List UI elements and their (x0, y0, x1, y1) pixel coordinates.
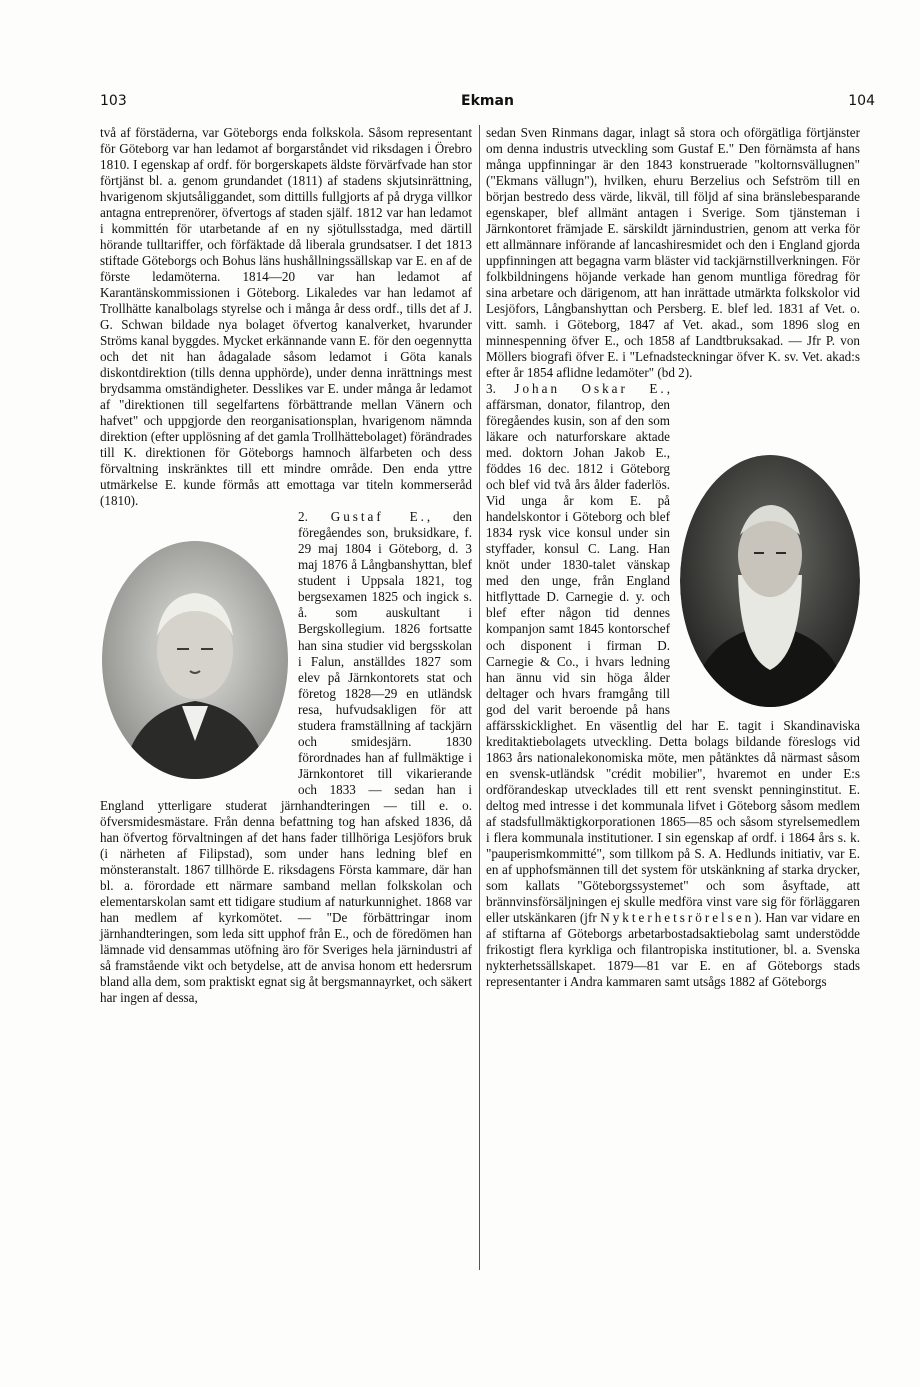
page-number-left: 103 (100, 93, 127, 109)
paragraph-1-continued: två af förstäderna, var Göteborgs enda folkskola. Såsom representant för Göteborg var han ledamot af borgarståndet vid riksdagen i Örebro 1810. I egenskap af ordf. för borgerskapets äldste förvärfvade han stor förtjänst bl. a. genom grundandet (1811) af stadens skjutsinrättning, hvarigenom skjutsåliggandet, som dittills fullgjorts af på dryga villkor antagna entreprenörer, öfvertogs af staden själf. 1812 var han ledamot i kommittén för utarbetande af en ny sjötullsstadga, med därtill hörande tulltariffer, och förfäktade då liberala grundsatser. I det 1813 stiftade Göteborgs och Bohus läns hushållningssällskap var E. en af de förste ledamöterna. 1814—20 var han ledamot af Karantänskommissionen i Göteborg. Likaledes var han ledamot af Trollhätte kanalbolags styrelse och i många år dess ordf., tills det af J. G. Schwan bildade nya bolaget öfvertog kanalverket, hvarunder Ströms kanal byggdes. Mycket erkännande vann E. för den oegennytta och det nit han ådagalade såsom ledamot i Göta kanals diskontdirektion (tills denna upphörde), under denna inrättnings mest brydsamma omständigheter. Desslikes var E. under många år ledamot af "direktionen till segelfartens förbättrande mellan Vänern och hafvet" och uppgjorde den reorganisationsplan, hvarigenom nämnda direktion (efter upplösning af det gamla Trollhättebolaget) förändrades till K. direktionen för Göteborgs hamnoch älfarbeten och dess förvaltning inskränktes till ett mindre område. Den enda yttre utmärkelse E. kunde förmås att emottaga var titeln kommerseråd (1810). (100, 125, 472, 509)
person-name-gustaf: Gustaf E. (330, 509, 427, 525)
right-column: sedan Sven Rinmans dagar, inlagt så stora och oförgätliga förtjänster om denna industris utveckling som Gustaf E." Den förnämsta af hans många uppfinningar är den 1843 konstruerade "koltornsvällugnen" ("Ekmans vällugn"), hvilken, ehuru Berzelius och Sefström till en början bestredo dess värde, likväl, till följd af sina bränslebesparande egenskaper, blef allmänt antagen i Sverige. Som tjänsteman i Järnkontoret främjade E. särskildt järnindustrien, genom att verka för ett allmännare införande af lancashiresmidet och den i England gjorda uppfinningen att begagna varm bläster vid tackjärnstillverkningen. För folkbildningens höjande verkade han genom muntliga föredrag för sina arbetare och därigenom, att han inrättade utmärkta folkskolor vid Lesjöfors, Långbanshyttan och Persberg. E. blef led. 1831 af Vet. o. vitt. samh. i Göteborg, 1847 af Vet. akad., som 1896 slog en minnespenning öfver E., och 1858 af Landtbruksakad. — Jfr P. von Möllers biografi öfver E. i "Lefnadsteckningar öfver K. sv. Vet. akad:s efter år 1854 aflidne ledamöter" (bd 2). 3. Johan Oskar E., affärsman, donator, filantrop, den föregåendes kusin, son af den som läkare och naturforskare aktade med. doktorn Johan Jakob E., föddes 16 dec. 1812 i Göteborg och blef vid två års ålder faderlös. Vid unga år kom E. på handelskontor i Göteborg och blef 1834 rysk vice konsul under sin styffader, konsul C. Lang. Han knöt under 1830-talet vänskap med den unge, från England hitflyttade D. Carnegie d. y. och blef efter någon tid dennes kompanjon samt 1845 kontorschef och disponent i firman D. Carnegie & Co., i hvars ledning han ännu vid sin höga ålder deltager och hvars framgång till god del varit beroende på hans affärsskicklighet. En väsentlig del har E. tagit i Skandinaviska kreditaktiebolagets utveckling. Detta bolags bildande föreslogs vid 1863 års nationalekonomiska möte, men påtänktes då närmast såsom en svensk-utländsk "crédit mobilier", hvaremot en under E:s ordförandeskap utvecklades till ett rent svenskt penninginstitut. E. deltog med intresse i det kommunala lifvet i Göteborg såsom medlem af stadsfullmäktigkorporationen 1865—85 och såsom styrelsemedlem i flera kommunala institutioner. I sin egenskap af ordf. i 1864 års s. k. "pauperismkommitté", som tillkom på S. A. Hedlunds initiativ, var E. en af upphofsmännen till det system för utskänkning af starka drycker, som kallats "Göteborgssystemet" och som åsyftade, att brännvinsförsäljningen ej skulle medföra vinst vare sig för förläggaren eller utskänkaren (jfr Nykterhetsrörelsen). Han var vidare en af stiftarna af Göteborgs arbetarbostadsaktiebolag samt understödde frikostigt flera kyrkliga och filantropiska institutioner, bl. a. Svenska nykterhetssällskapet. 1879—81 var E. en af Göteborgs stads representanter i Andra kammaren samt utsågs 1882 af Göteborgs (486, 125, 860, 989)
page-title: Ekman (461, 93, 514, 109)
left-column: två af förstäderna, var Göteborgs enda folkskola. Såsom representant för Göteborg var han ledamot af borgarståndet vid riksdagen i Örebro 1810. I egenskap af ordf. för borgerskapets äldste förvärfvade han stor förtjänst bl. a. genom grundandet (1811) af stadens skjutsinrättning, hvarigenom skjutsåliggandet, som dittills fullgjorts af på dryga villkor antagna entreprenörer, öfvertogs af staden själf. 1812 var han ledamot i kommittén för utarbetande af en ny sjötullsstadga, med därtill hörande tulltariffer, och förfäktade då liberala grundsatser. I det 1813 stiftade Göteborgs och Bohus läns hushållningssällskap var E. en af de förste ledamöterna. 1814—20 var han ledamot af Karantänskommissionen i Göteborg. Likaledes var han ledamot af Trollhätte kanalbolags styrelse och i många år dess ordf., tills det af J. G. Schwan bildade nya bolaget öfvertog kanalverket, hvarunder Ströms kanal byggdes. Mycket erkännande vann E. för den oegennytta och det nit han ådagalade såsom ledamot i Göta kanals diskontdirektion (tills denna upphörde), under denna inrättnings mest brydsamma omständigheter. Desslikes var E. under många år ledamot af "direktionen till segelfartens förbättrande mellan Vänern och hafvet" och uppgjorde den reorganisationsplan, hvarigenom nämnda direktion (efter upplösning af det gamla Trollhättebolaget) förändrades till K. direktionen för Göteborgs hamnoch älfarbeten och dess förvaltning inskränktes till ett mindre område. Den enda yttre utmärkelse E. kunde förmås att emottaga var titeln kommerseråd (1810). 2. Gustaf E., den föregåendes son, bruksidkare, f. 29 maj 1804 i Göteborg, d. 3 maj 1876 å Långbanshyttan, blef student i Uppsala 1821, tog bergsexamen 1825 och ingick s. å. som auskultant i Bergskollegium. 1826 fortsatte han sina studier vid bergsskolan i Falun, anställdes 1827 som elev på Järnkontorets stat och företog 1828—29 en utländsk resa, hufvudsakligen för att studera framställning af tackjärn och smidesjärn. 1830 förordnades han af fullmäktige i Järnkontoret till vikarierande och 1833 — sedan han i England ytterligare studerat järnhandteringen — till e. o. öfversmidesmästare. Från denna befattning tog han afsked 1836, då han öfvertog förvaltningen af det hans fader tillhöriga Lesjöfors bruk (i närheten af Filipstad), som under hans ledning blef en mönsteranstalt. 1867 tillhörde E. riksdagens Första kammare, där han bl. a. förordade ett närmare samband mellan folkskolan och elementarskolan samt ett tidigare studium af naturkunnighet. 1868 var han medlem af kyrkomötet. — "De förbättringar inom järnhandteringen, som leda sitt upphof från E., och de föredömen han lämnade vid densammas utöfning äro för Sveriges hela järnindustri af så framstående vikt och betydelse, att de anvisa honom ett hedersrum bland alla dem, som praktiskt egnat sig åt bergsmannayrket, och säkert har ingen af dessa, (100, 125, 472, 1005)
page-number-right: 104 (848, 93, 875, 109)
page-header (100, 93, 875, 113)
column-divider (479, 125, 480, 1270)
paragraph-right-continued: sedan Sven Rinmans dagar, inlagt så stora och oförgätliga förtjänster om denna industris utveckling som Gustaf E." Den förnämsta af hans många uppfinningar är den 1843 konstruerade "koltornsvällugnen" ("Ekmans vällugn"), hvilken, ehuru Berzelius och Sefström till en början bestredo dess värde, likväl, till följd af sina bränslebesparande egenskaper, blef allmänt antagen i Sverige. Som tjänsteman i Järnkontoret främjade E. särskildt järnindustrien, genom att verka för ett allmännare införande af lancashiresmidet och den i England gjorda uppfinningen att begagna varm bläster vid tackjärnstillverkningen. För folkbildningens höjande verkade han genom muntliga föredrag för sina arbetare och därigenom, att han inrättade utmärkta folkskolor vid Lesjöfors, Långbanshyttan och Persberg. E. blef led. 1831 af Vet. o. vitt. samh. i Göteborg, 1847 af Vet. akad., som 1896 slog en minnespenning öfver E., och 1858 af Landtbruksakad. — Jfr P. von Möllers biografi öfver E. i "Lefnadsteckningar öfver K. sv. Vet. akad:s efter år 1854 aflidne ledamöter" (bd 2). (486, 125, 860, 381)
portrait-johan-oskar-ekman (680, 455, 860, 707)
portrait-johan-oskar-ekman-engraving (680, 455, 860, 707)
portrait-gustaf-ekman (102, 541, 288, 779)
person-name-johan-oskar: Johan Oskar E. (514, 381, 667, 397)
cross-reference-term: Nykterhetsrörelsen (600, 909, 755, 925)
portrait-gustaf-ekman-engraving (102, 541, 288, 779)
